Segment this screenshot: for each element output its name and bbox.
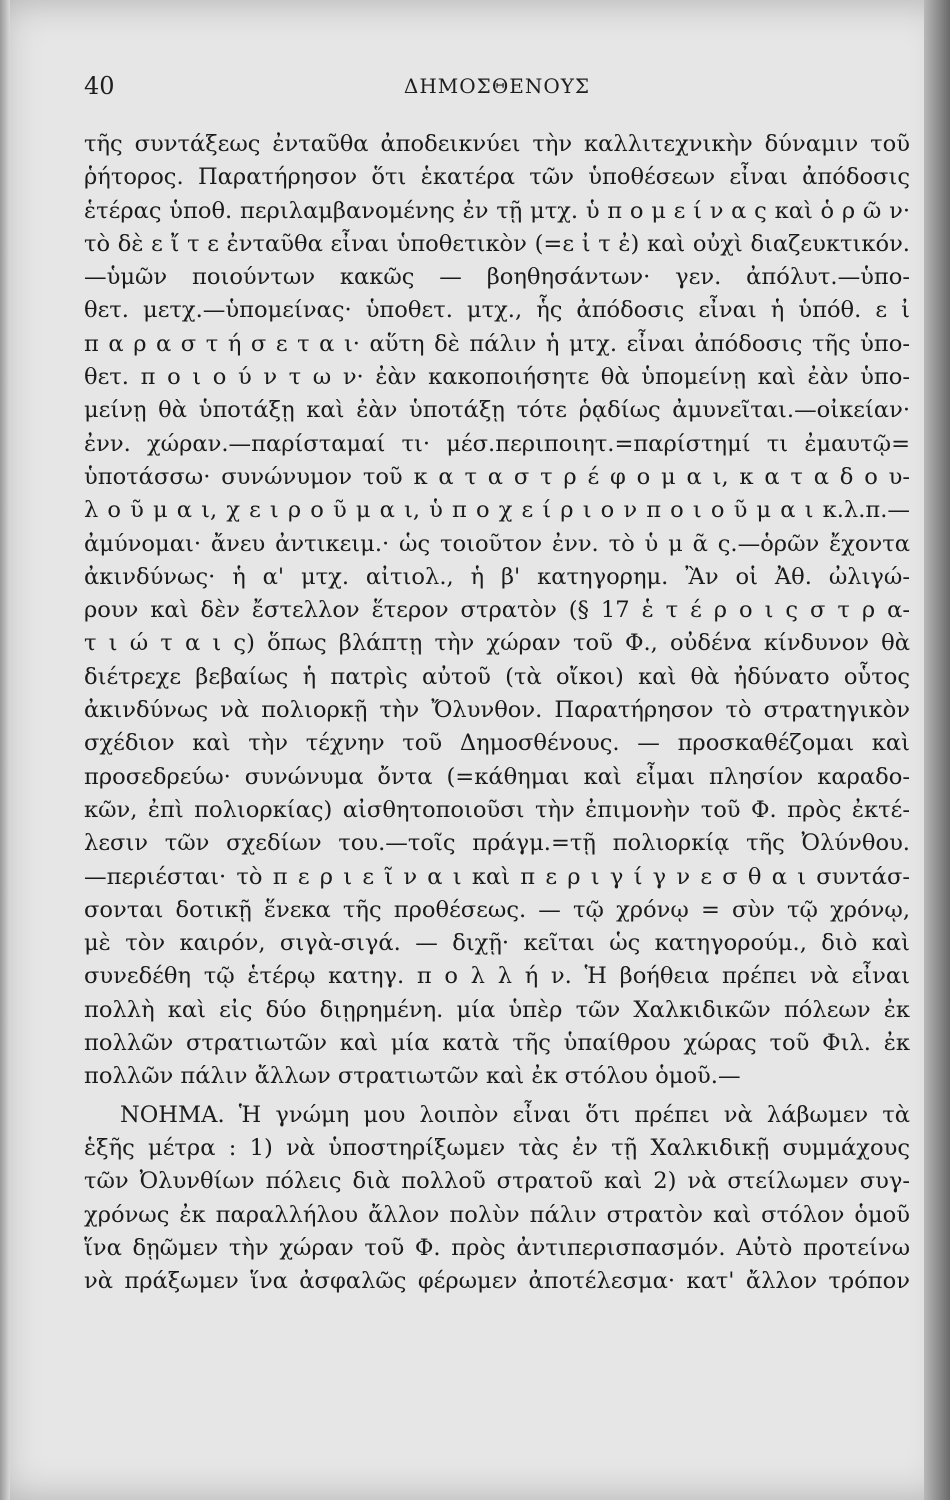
text-line: κῶν, ἐπὶ πολιορκίας) αἰσθητοποιοῦσι τὴν ἐπιμονὴν τοῦ Φ. πρὸς ἐκτέ- bbox=[84, 796, 910, 823]
text-line: μὲ τὸν καιρόν, σιγὰ-σιγά. — διχῇ· κεῖται ὡς κατηγορούμ., διὸ καὶ bbox=[84, 930, 910, 957]
text-line: σχέδιον καὶ τὴν τέχνην τοῦ Δημοσθένους. — προσκαθέζομαι καὶ bbox=[84, 730, 910, 757]
text-line: χρόνως ἐκ παραλλήλου ἄλλον πολὺν πάλιν στρατὸν καὶ στόλον ὁμοῦ bbox=[84, 1201, 910, 1228]
text-line: διέτρεχε βεβαίως ἡ πατρὶς αὐτοῦ (τὰ οἴκοι) καὶ θὰ ἠδύνατο οὗτος bbox=[84, 663, 910, 690]
text-line: —ὑμῶν ποιούντων κακῶς — βοηθησάντων· γεν. ἀπόλυτ.—ὑπο- bbox=[84, 264, 910, 291]
text-line: προσεδρεύω· συνώνυμα ὄντα (=κάθημαι καὶ εἶμαι πλησίον καραδο- bbox=[84, 763, 910, 790]
text-line: ἵνα δῃῶμεν τὴν χώραν τοῦ Φ. πρὸς ἀντιπερισπασμόν. Αὐτὸ προτείνω bbox=[84, 1234, 910, 1261]
text-line: τῶν Ὀλυνθίων πόλεις διὰ πολλοῦ στρατοῦ καὶ 2) νὰ στείλωμεν συγ- bbox=[84, 1168, 910, 1195]
text-line: σονται δοτικῇ ἕνεκα τῆς προθέσεως. — τῷ χρόνῳ = σὺν τῷ χρόνῳ, bbox=[84, 896, 910, 923]
text-line: τὸ δὲ ε ἴ τ ε ἐνταῦθα εἶναι ὑποθετικὸν (=ε ἰ τ ἐ) καὶ οὐχὶ διαζευκτικόν. bbox=[84, 230, 910, 257]
text-line: ΝΟΗΜΑ. Ἡ γνώμη μου λοιπὸν εἶναι ὅτι πρέπει νὰ λάβωμεν τὰ bbox=[120, 1101, 910, 1128]
text-line: θετ. μετχ.—ὑπομείνας· ὑποθετ. μτχ., ἧς ἀπόδοσις εἶναι ἡ ὑπόθ. ε ἰ bbox=[84, 297, 910, 324]
running-header bbox=[84, 72, 910, 106]
commentary-block bbox=[84, 128, 910, 1094]
text-line: μείνῃ θὰ ὑποτάξῃ καὶ ἐὰν ὑποτάξῃ τότε ῥᾳδίως ἀμυνεῖται.—οἰκείαν· bbox=[84, 397, 910, 424]
text-line: τ ι ώ τ α ι ς) ὅπως βλάπτῃ τὴν χώραν τοῦ Φ., οὐδένα κίνδυνον θὰ bbox=[84, 630, 910, 657]
running-title: ΔΗΜΟΣΘΕΝΟΥΣ bbox=[403, 74, 591, 98]
text-line: συνεδέθη τῷ ἑτέρῳ κατηγ. π ο λ λ ή ν. Ἡ βοήθεια πρέπει νὰ εἶναι bbox=[84, 963, 910, 990]
text-line: πολλῶν στρατιωτῶν καὶ μία κατὰ τῆς ὑπαίθρου χώρας τοῦ Φιλ. ἐκ bbox=[84, 1030, 910, 1057]
page-right-edge bbox=[924, 0, 950, 1500]
text-line: λεσιν τῶν σχεδίων του.—τοῖς πράγμ.=τῇ πολιορκίᾳ τῆς Ὀλύνθου. bbox=[84, 830, 910, 857]
text-line: ἐνν. χώραν.—παρίσταμαί τι· μέσ.περιποιητ.=παρίστημί τι ἐμαυτῷ= bbox=[84, 430, 910, 457]
text-line: πολλὴ καὶ εἰς δύο διῃρημένη. μία ὑπὲρ τῶν Χαλκιδικῶν πόλεων ἐκ bbox=[84, 996, 910, 1023]
noima-paragraph bbox=[84, 1099, 910, 1299]
page-body bbox=[84, 128, 910, 1298]
text-line: ρουν καὶ δὲν ἔστελλον ἕτερον στρατὸν (§ 17 ἑ τ έ ρ ο ι ς σ τ ρ α- bbox=[84, 597, 910, 624]
text-line: πολλῶν πάλιν ἄλλων στρατιωτῶν καὶ ἐκ στόλου ὁμοῦ.— bbox=[84, 1063, 741, 1090]
text-line: ἑξῆς μέτρα : 1) νὰ ὑποστηρίξωμεν τὰς ἐν τῇ Χαλκιδικῇ συμμάχους bbox=[84, 1134, 910, 1161]
text-line: θετ. π ο ι ο ύ ν τ ω ν· ἐὰν κακοποιήσητε θὰ ὑπομείνῃ καὶ ἐὰν ὑπο- bbox=[84, 364, 910, 391]
text-line: —περιέσται· τὸ π ε ρ ι ε ῖ ν α ι καὶ π ε ρ ι γ ί γ ν ε σ θ α ι συντάσ- bbox=[84, 863, 910, 890]
text-line: ἀκινδύνως νὰ πολιορκῇ τὴν Ὄλυνθον. Παρατήρησον τὸ στρατηγικὸν bbox=[84, 697, 910, 724]
text-line: ἀμύνομαι· ἄνευ ἀντικειμ.· ὡς τοιοῦτον ἐνν. τὸ ὑ μ ᾶ ς.—ὁρῶν ἔχοντα bbox=[84, 530, 910, 557]
text-line: τῆς συντάξεως ἐνταῦθα ἀποδεικνύει τὴν καλλιτεχνικὴν δύναμιν τοῦ bbox=[84, 131, 910, 157]
page-number: 40 bbox=[84, 72, 115, 100]
text-line: ῥήτορος. Παρατήρησον ὅτι ἑκατέρα τῶν ὑποθέσεων εἶναι ἀπόδοσις bbox=[84, 164, 910, 191]
text-line: λ ο ῦ μ α ι, χ ε ι ρ ο ῦ μ α ι, ὑ π ο χ ε ί ρ ι ο ν π ο ι ο ῦ μ α ι κ.λ.π.— bbox=[84, 497, 910, 524]
page-left-edge bbox=[0, 0, 10, 1500]
text-line: ὑποτάσσω· συνώνυμον τοῦ κ α τ α σ τ ρ έ φ ο μ α ι, κ α τ α δ ο υ- bbox=[84, 463, 910, 490]
text-line: νὰ πράξωμεν ἵνα ἀσφαλῶς φέρωμεν ἀποτέλεσμα· κατ' ἄλλον τρόπον bbox=[84, 1268, 910, 1295]
text-line: ἑτέρας ὑποθ. περιλαμβανομένης ἐν τῇ μτχ. ὑ π ο μ ε ί ν α ς καὶ ὁ ρ ῶ ν· bbox=[84, 197, 910, 224]
text-line: π α ρ α σ τ ή σ ε τ α ι· αὕτη δὲ πάλιν ἡ μτχ. εἶναι ἀπόδοσις τῆς ὑπο- bbox=[84, 330, 910, 357]
text-line: ἀκινδύνως· ἡ α' μτχ. αἰτιολ., ἡ β' κατηγορημ. Ἂν οἱ Ἀθ. ὠλιγώ- bbox=[84, 563, 910, 590]
